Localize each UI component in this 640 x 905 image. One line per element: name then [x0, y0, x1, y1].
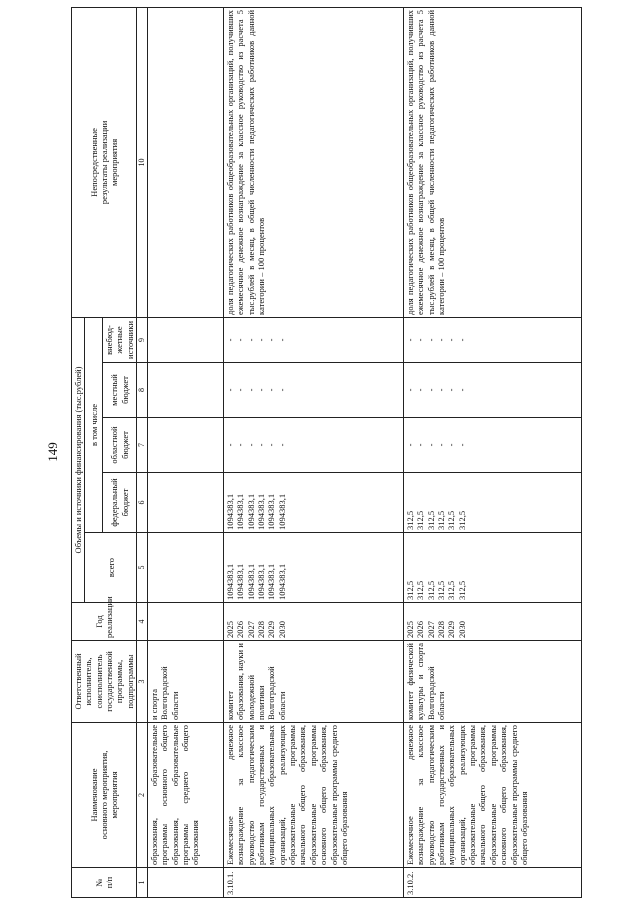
header-no: № п/п: [72, 868, 137, 898]
years-list: 2025 2026 2027 2028 2029 2030: [223, 603, 403, 641]
local-values: - - - - - -: [223, 363, 403, 418]
header-name: Наименование основного мероприятия, мероприятия: [72, 723, 137, 868]
header-results: Непосредственные результаты реализации мероприятия: [72, 7, 137, 317]
header-total: всего: [85, 533, 137, 603]
col-number: 1: [137, 868, 148, 898]
federal-values: 312,5 312,5 312,5 312,5 312,5 312,5: [403, 473, 581, 533]
total-values: 312,5 312,5 312,5 312,5 312,5 312,5: [403, 533, 581, 603]
responsible-executor: и спорта Волгоградской области: [147, 641, 223, 723]
header-responsible: Ответственный исполнитель, соисполнитель государственной программы, подпрограммы: [72, 641, 137, 723]
extra-budget-values: - - - - - -: [403, 317, 581, 362]
header-finance: Объемы и источники финансирования (тыс.рублей): [72, 317, 85, 602]
header-extra: внебюд- жетные источники: [103, 317, 137, 362]
col-number: 5: [137, 533, 148, 603]
header-local: местный бюджет: [103, 363, 137, 418]
result-text: доля педагогических работников общеобразовательных организаций, получивших ежемесячное денежное вознаграждение за классное руководство из расчета 5 тыс.рублей в месяц, в общей численности педагогических работников данной категории – 100 процентов: [223, 7, 403, 317]
local-values: - - - - - -: [403, 363, 581, 418]
header-year: Год реализации: [72, 603, 137, 641]
responsible-executor: комитет образования, науки и молодежной политики Волгоградской области: [223, 641, 403, 723]
table-row: [403, 7, 581, 897]
col-number: 4: [137, 603, 148, 641]
years-list: 2025 2026 2027 2028 2029 2030: [403, 603, 581, 641]
total-values: 1094383,1 1094383,1 1094383,1 1094383,1 1094383,1 1094383,1: [223, 533, 403, 603]
row-number: 3.10.2.: [403, 868, 581, 898]
responsible-executor: комитет физической культуры и спорта Волгоградской области: [403, 641, 581, 723]
regional-values: - - - - - -: [223, 418, 403, 473]
header-regional: областной бюджет: [103, 418, 137, 473]
extra-budget-values: - - - - - -: [223, 317, 403, 362]
col-number: 7: [137, 418, 148, 473]
col-number: 8: [137, 363, 148, 418]
table-row: [147, 7, 223, 897]
header-including: в том числе: [85, 317, 103, 532]
result-text: доля педагогических работников общеобразовательных организаций, получивших ежемесячное денежное вознаграждение за классное руководство из расчета 5 тыс.рублей в месяц, в общей численности педагогических работников данной категории – 100 процентов: [403, 7, 581, 317]
header-federal: федеральный бюджет: [103, 473, 137, 533]
federal-values: 1094383,1 1094383,1 1094383,1 1094383,1 1094383,1 1094383,1: [223, 473, 403, 533]
col-number: 2: [137, 723, 148, 868]
col-number: 6: [137, 473, 148, 533]
rotated-table-container: [71, 8, 566, 898]
measure-name: Ежемесячное денежное вознаграждение за классное руководство педагогическим работникам государственных и муниципальных образовательных организаций, реализующих образовательные программы начального общего образования, образовательные программы основного общего образования, образовательные программы среднего общего образования: [223, 723, 403, 868]
page-number: 149: [45, 442, 60, 462]
row-number: 3.10.1.: [223, 868, 403, 898]
col-number: 9: [137, 317, 148, 362]
program-table: [71, 7, 582, 898]
regional-values: - - - - - -: [403, 418, 581, 473]
col-number: 10: [137, 7, 148, 317]
measure-name: Ежемесячное денежное вознаграждение за классное руководство педагогическим работникам государственных и муниципальных образовательных организаций, реализующих образовательные программы начального общего образования, образовательные программы основного общего образования, образовательные программы среднего общего образования: [403, 723, 581, 868]
measure-name: образования, образовательные программы основного общего образования, образовательные программы среднего общего образования: [147, 723, 223, 868]
col-number: 3: [137, 641, 148, 723]
table-row: [223, 7, 403, 897]
